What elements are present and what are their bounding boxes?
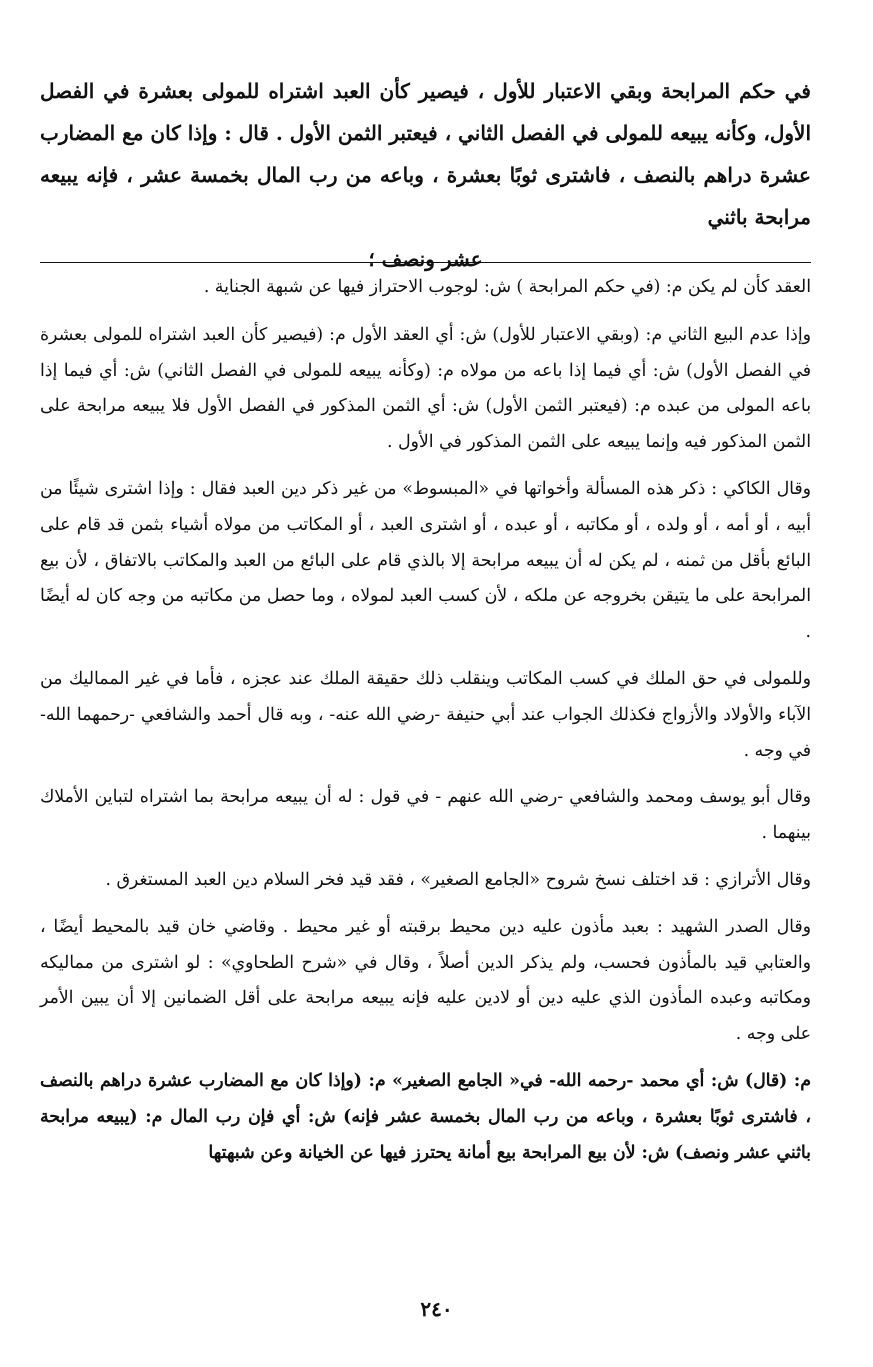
main-text-last-line: عشر ونصف ؛ <box>368 247 483 271</box>
main-text-body: في حكم المرابحة وبقي الاعتبار للأول ، فيصير كأن العبد اشتراه للمولى بعشرة في الفصل الأول، وكأنه يبيعه للمولى في الفصل الثاني ، فيعتبر الثمن الأول . قال : وإذا كان مع المضارب عشرة دراهم بالنصف ، فاشترى ثوبًا بعشرة ، وباعه من رب المال بخمسة عشر ، فإنه يبيعه مرابحة باثني <box>40 79 812 229</box>
commentary-paragraph-2: وإذا عدم البيع الثاني م: (وبقي الاعتبار للأول) ش: أي العقد الأول م: (فيصير كأن العبد اشتراه للمولى بعشرة في الفصل الأول) ش: أي فيما إذا باعه من مولاه م: (وكأنه يبيعه للمولى في الفصل الثاني) ش: أي فيما إذا باعه المولى من عبده م: (فيعتبر الثمن الأول) ش: أي الثمن المذكور في الفصل الأول فلا يبيعه مرابحة على الثمن المذكور فيه وإنما يبيعه على الثمن المذكور في الأول . <box>40 324 811 453</box>
commentary-paragraph-7: وقال الصدر الشهيد : بعبد مأذون عليه دين محيط برقبته أو غير محيط . وقاضي خان قيد بالمحيط أيضًا ، والعتابي قيد بالمأذون فحسب، ولم يذكر الدين أصلاً ، وقال في «شرح الطحاوي» : لو اشترى من مماليكه ومكاتبه وعبده المأذون الذي عليه دين أو لادين عليه فإنه يبيعه مرابحة على أقل الضمانين إلا أن يبين الأمر على وجه . <box>40 916 811 1045</box>
main-text <box>40 70 811 280</box>
commentary <box>40 270 811 1182</box>
commentary-paragraph-8: م: (قال) ش: أي محمد -رحمه الله- في« الجامع الصغير» م: (وإذا كان مع المضارب عشرة دراهم بالنصف ، فاشترى ثوبًا بعشرة ، وباعه من رب المال بخمسة عشر فإنه) ش: أي فإن رب المال م: (يبيعه مرابحة باثني عشر ونصف) ش: لأن بيع المرابحة بيع أمانة يحترز فيها عن الخيانة وعن شبهتها <box>40 1070 811 1163</box>
commentary-paragraph-6: وقال الأترازي : قد اختلف نسخ شروح «الجامع الصغير» ، فقد قيد فخر السلام دين العبد المستغرق . <box>105 869 811 890</box>
commentary-paragraph-4: وللمولى في حق الملك في كسب المكاتب وينقلب ذلك حقيقة الملك عند عجزه ، فأما في غير المماليك من الآباء والأولاد والأزواج فكذلك الجواب عند أبي حنيفة -رضي الله عنه- ، وبه قال أحمد والشافعي -رحمهما الله- في وجه . <box>40 668 811 761</box>
commentary-paragraph-5: وقال أبو يوسف ومحمد والشافعي -رضي الله عنهم - في قول : له أن يبيعه مرابحة بما اشتراه لتباين الأملاك بينهما . <box>40 787 811 844</box>
page-number: ٢٤٠ <box>420 1297 453 1321</box>
commentary-paragraph-1: العقد كأن لم يكن م: (في حكم المرابحة ) ش: لوجوب الاحتراز فيها عن شبهة الجناية . <box>203 277 811 297</box>
commentary-paragraph-3: وقال الكاكي : ذكر هذه المسألة وأخواتها في «المبسوط» من غير ذكر دين العبد فقال : وإذا اشترى شيئًا من أبيه ، أو أمه ، أو ولده ، أو مكاتبه ، أو عبده ، أو اشترى العبد ، أو المكاتب من مولاه أشياء بثمن قد قام على البائع بأقل من ثمنه ، لم يكن له أن يبيعه مرابحة إلا بالذي قام على البائع من العبد والمكاتب بالاتفاق ، لأن بيع المرابحة على ما يتيقن بخروجه عن ملكه ، لأن كسب العبد لمولاه ، وما حصل من مكاتبه من وجه كان له أيضًا . <box>40 478 811 643</box>
separator-rule <box>40 262 811 263</box>
